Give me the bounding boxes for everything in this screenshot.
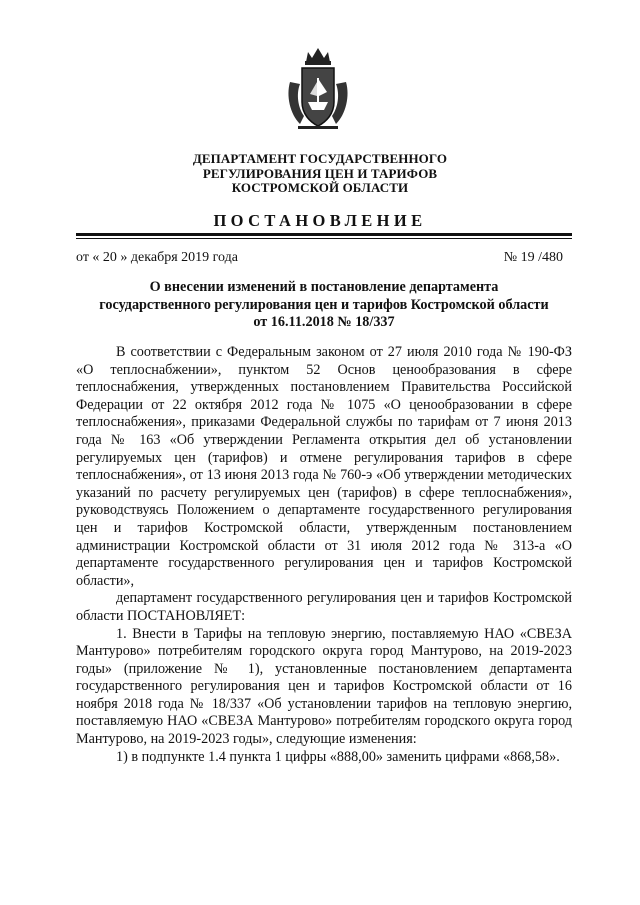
document-date: от « 20 » декабря 2019 года: [76, 250, 238, 265]
department-line-3: КОСТРОМСКОЙ ОБЛАСТИ: [231, 180, 409, 195]
document-number: № 19 /480: [503, 250, 563, 265]
department-name: [0, 152, 640, 196]
header-divider-thin: [76, 238, 572, 239]
body-paragraph-legal-basis: В соответствии с Федеральным законом от 27 июля 2010 года № 190-ФЗ «О теплоснабжении», пунктом 52 Основ ценообразования в сфере теплоснабжения, утвержденных постановлением Правительства Российской Федерации от 22 октября 2012 года № 1075 «О ценообразовании в сфере теплоснабжения», приказами Федеральной службы по тарифам от 7 июня 2013 года № 163 «Об утверждении Регламента открытия дел об установлении регулируемых цен (тарифов) и отмене регулирования тарифов в сфере теплоснабжения», от 13 июня 2013 года № 760-э «Об утверждении методических указаний по расчету регулируемых цен (тарифов) в сфере теплоснабжения», руководствуясь Положением о департаменте государственного регулирования цен и тарифов Костромской области, утвержденным постановлением администрации Костромской области от 31 июля 2012 года № 313-а «О департаменте государственного регулирования цен и тарифов Костромской области»,: [76, 344, 572, 589]
body-paragraph-resolves: департамент государственного регулирования цен и тарифов Костромской области ПОСТАНОВЛЯЕТ:: [76, 590, 572, 624]
title-line-3: от 16.11.2018 № 18/337: [253, 314, 395, 330]
document-body: [76, 344, 572, 766]
body-paragraph-item-1: 1. Внести в Тарифы на тепловую энергию, поставляемую НАО «СВЕЗА Мантурово» потребителям городского округа город Мантурово, на 2019-2023 годы» (приложение № 1), установленные постановлением департамента государственного регулирования цен и тарифов Костромской области от 16 ноября 2018 года № 18/337 «Об установлении тарифов на тепловую энергию, поставляемую НАО «СВЕЗА Мантурово» потребителям городского округа город Мантурово, на 2019-2023 годы», следующие изменения:: [76, 625, 572, 748]
department-line-1: ДЕПАРТАМЕНТ ГОСУДАРСТВЕННОГО: [192, 151, 448, 166]
header-divider-thick: [76, 233, 572, 236]
document-type: ПОСТАНОВЛЕНИЕ: [213, 211, 427, 230]
department-line-2: РЕГУЛИРОВАНИЯ ЦЕН И ТАРИФОВ: [202, 165, 438, 181]
coat-of-arms-icon: [284, 44, 352, 130]
title-line-1: О внесении изменений в постановление департамента: [149, 279, 499, 295]
body-paragraph-subitem-1: 1) в подпункте 1.4 пункта 1 цифры «888,00» заменить цифрами «868,58».: [116, 748, 560, 765]
document-title: [70, 279, 578, 332]
title-line-2: государственного регулирования цен и тарифов Костромской области: [99, 296, 549, 313]
